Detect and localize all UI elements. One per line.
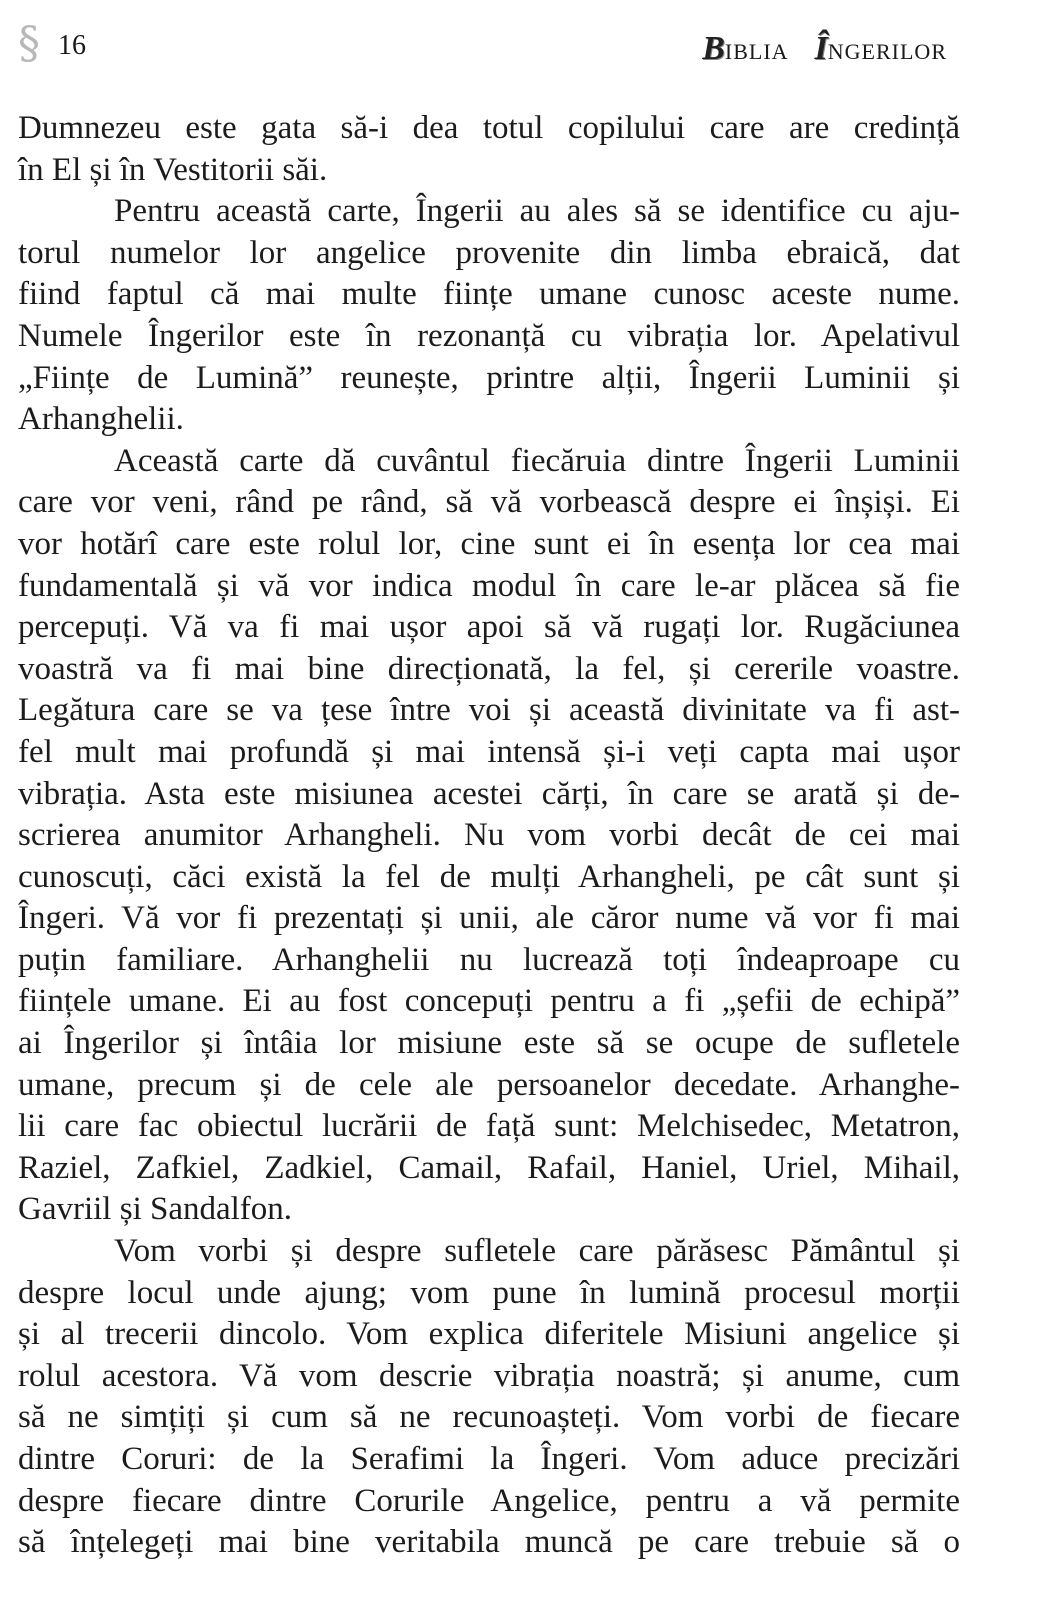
decorative-initial: Î <box>814 30 828 67</box>
text-line: cunoscuți, căci există la fel de mulți Arhangheli, pe cât sunt și <box>18 858 960 895</box>
text-line: Raziel, Zafkiel, Zadkiel, Camail, Rafail, Haniel, Uriel, Mihail, <box>18 1149 960 1186</box>
text-line: Această carte dă cuvântul fiecăruia dintre Îngerii Luminii <box>114 442 960 479</box>
text-line: scrierea anumitor Arhangheli. Nu vom vorbi decât de cei mai <box>18 817 960 854</box>
text-line: Arhanghelii. <box>18 401 184 438</box>
text-line: voastră va fi mai bine direcționată, la fel, și cererile voastre. <box>18 650 960 687</box>
text-line: vibrația. Asta este misiunea acestei cărți, în care se arată și de- <box>18 775 960 812</box>
text-line: fundamentală și vă vor indica modul în care le-ar plăcea să fie <box>18 567 960 604</box>
text-line: în El și în Vestitorii săi. <box>18 151 328 188</box>
text-line: și al trecerii dincolo. Vom explica diferitele Misiuni angelice și <box>18 1316 960 1353</box>
text-line: umane, precum și de cele ale persoanelor decedate. Arhanghe- <box>18 1066 960 1103</box>
text-line: Gavriil și Sandalfon. <box>18 1191 293 1228</box>
text-line: Vom vorbi și despre sufletele care părăsesc Pământul și <box>114 1233 960 1270</box>
text-line: Pentru această carte, Îngerii au ales să se identifice cu aju- <box>114 193 960 230</box>
text-line: care vor veni, rând pe rând, să vă vorbească despre ei înșiși. Ei <box>18 484 960 521</box>
text-line: dintre Coruri: de la Serafimi la Îngeri. Vom aduce precizări <box>18 1441 960 1477</box>
text-line: să ne simțiți și cum să ne recunoașteți. Vom vorbi de fiecare <box>18 1399 960 1436</box>
text-line: ai Îngerilor și întâia lor misiune este să se ocupe de sufletele <box>18 1025 960 1062</box>
text-line: puțin familiare. Arhanghelii nu lucrează toți îndeaproape cu <box>18 941 960 978</box>
section-ornament-icon: § <box>18 18 40 69</box>
text-line: despre fiecare dintre Corurile Angelice, pentru a vă permite <box>18 1482 960 1519</box>
text-line: despre locul unde ajung; vom pune în lumină procesul morții <box>18 1274 960 1311</box>
text-line: Dumnezeu este gata să-i dea totul copilului care are credință <box>18 110 960 146</box>
page-header <box>0 0 1039 90</box>
text-line: „Ființe de Lumină” reunește, printre alții, Îngerii Luminii și <box>18 359 960 396</box>
text-line: Îngeri. Vă vor fi prezentați și unii, ale căror nume vă vor fi mai <box>18 900 960 937</box>
text-line: să înțelegeți mai bine veritabila muncă pe care trebuie să o <box>18 1524 960 1561</box>
decorative-initial: B <box>702 30 725 67</box>
text-line: ființele umane. Ei au fost concepuți pentru a fi „șefii de echipă” <box>18 983 960 1020</box>
text-line: fiind faptul că mai multe ființe umane cunosc aceste nume. <box>18 276 960 313</box>
text-line: Numele Îngerilor este în rezonanță cu vibrația lor. Apelativul <box>18 317 960 354</box>
text-line: vor hotărî care este rolul lor, cine sunt ei în esența lor cea mai <box>18 525 960 562</box>
body-text <box>18 108 960 1564</box>
text-line: rolul acestora. Vă vom descrie vibrația noastră; și anume, cum <box>18 1357 960 1394</box>
text-line: percepuți. Vă va fi mai ușor apoi să vă rugați lor. Rugăciunea <box>18 609 960 646</box>
running-title <box>680 32 947 66</box>
text-line: Legătura care se va țese între voi și această divinitate va fi ast- <box>18 692 960 729</box>
text-line: lii care fac obiectul lucrării de față sunt: Melchisedec, Metatron, <box>18 1108 960 1145</box>
text-line: fel mult mai profundă și mai intensă și-i veți capta mai ușor <box>18 733 960 770</box>
text-line: torul numelor lor angelice provenite din limba ebraică, dat <box>18 234 960 271</box>
running-title-word: BIBLIA <box>702 30 789 67</box>
running-title-word: ÎNGERILOR <box>814 30 947 67</box>
page-number: 16 <box>58 30 86 61</box>
